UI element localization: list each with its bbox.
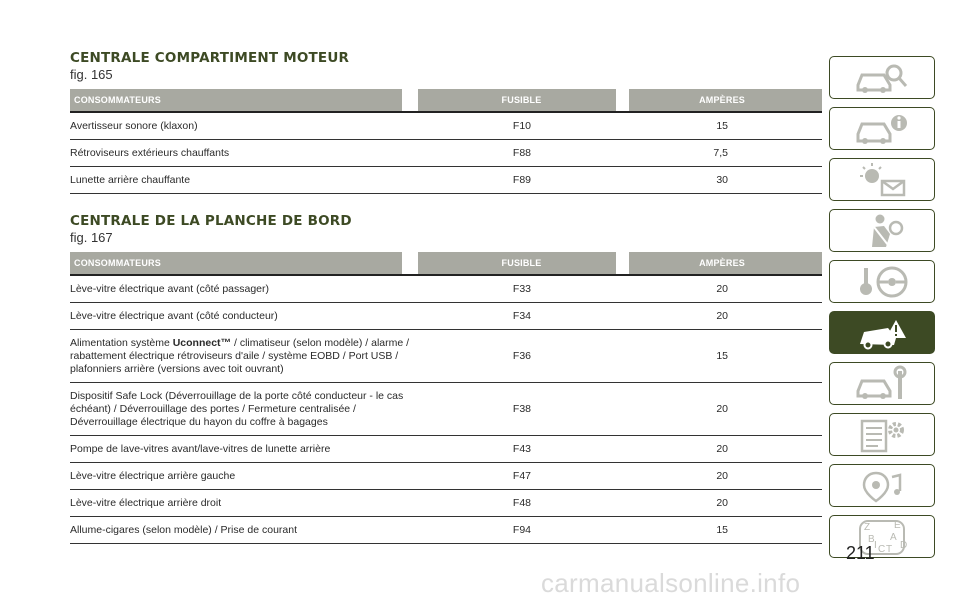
tab-car-search[interactable] <box>829 56 935 99</box>
tab-emergency[interactable] <box>829 311 935 354</box>
consumer-cell: Pompe de lave-vitres avant/lave-vitres de lunette arrière <box>70 442 331 455</box>
tab-maintenance[interactable] <box>829 362 935 405</box>
header-fuse: FUSIBLE <box>418 89 616 111</box>
amperes-cell: 15 <box>716 350 728 362</box>
amperes-cell: 7,5 <box>713 147 728 159</box>
tab-multimedia[interactable] <box>829 464 935 507</box>
consumer-cell: Allume-cigares (selon modèle) / Prise de courant <box>70 523 298 536</box>
table-row <box>70 383 822 436</box>
tab-car-info[interactable] <box>829 107 935 150</box>
table-header <box>70 252 822 274</box>
index-letter: A <box>890 531 897 543</box>
watermark: carmanualsonline.info <box>541 568 801 598</box>
table-row <box>70 167 822 194</box>
seatbelt-airbag-icon <box>850 212 914 250</box>
consumer-cell: Lève-vitre électrique arrière droit <box>70 496 222 509</box>
header-amperes: AMPÈRES <box>629 252 822 274</box>
index-letter: C <box>878 543 886 555</box>
table-row <box>70 276 822 303</box>
fuse-cell: F94 <box>512 524 531 536</box>
amperes-cell: 15 <box>716 120 728 132</box>
fuse-cell: F33 <box>512 283 531 295</box>
specifications-gear-icon <box>850 416 914 454</box>
header-consumers: CONSOMMATEURS <box>70 89 402 111</box>
consumer-cell: Lunette arrière chauffante <box>70 173 191 186</box>
consumer-text: / climatiseur (selon modèle) / alarme / rabattement électrique rétroviseurs d'aile / système EOBD / Port USB / plafonniers arrière (versions avec toit ouvrant) <box>70 336 410 375</box>
fuse-cell: F34 <box>512 310 531 322</box>
fuse-cell: F10 <box>512 120 531 132</box>
header-amperes: AMPÈRES <box>629 89 822 111</box>
consumer-cell <box>70 337 412 376</box>
index-letter: D <box>900 539 908 551</box>
main-content <box>70 50 822 544</box>
table-row <box>70 517 822 544</box>
index-letter: T <box>886 543 893 555</box>
warning-lights-message-icon <box>850 161 914 199</box>
section-title-engine: CENTRALE COMPARTIMENT MOTEUR <box>70 50 350 66</box>
table-row <box>70 330 822 383</box>
fuse-cell: F48 <box>512 497 531 509</box>
amperes-cell: 20 <box>716 403 728 415</box>
consumer-cell: Lève-vitre électrique arrière gauche <box>70 469 236 482</box>
fuse-cell: F43 <box>512 443 531 455</box>
key-steering-wheel-icon <box>850 263 914 301</box>
table-row <box>70 490 822 517</box>
index-letter: I <box>874 539 877 551</box>
chapter-tabs <box>829 56 935 566</box>
tab-specifications[interactable] <box>829 413 935 456</box>
tab-safety[interactable] <box>829 209 935 252</box>
index-letter: Z <box>864 521 871 533</box>
dashboard-section <box>70 213 822 544</box>
fuse-cell: F36 <box>512 350 531 362</box>
figure-reference: fig. 167 <box>70 230 113 245</box>
table-row <box>70 463 822 490</box>
index-letter: B <box>868 533 875 545</box>
amperes-cell: 20 <box>716 470 728 482</box>
consumer-cell: Avertisseur sonore (klaxon) <box>70 119 198 132</box>
fuse-cell: F88 <box>512 147 531 159</box>
fuse-cell: F89 <box>512 174 531 186</box>
page-number: 211 <box>846 543 875 563</box>
uconnect-brand: Uconnect™ <box>172 336 232 349</box>
tab-warning-lights[interactable] <box>829 158 935 201</box>
consumer-text: Alimentation système <box>70 336 173 349</box>
table-row <box>70 113 822 140</box>
consumer-cell: Lève-vitre électrique avant (côté conducteur) <box>70 309 278 322</box>
amperes-cell: 30 <box>716 174 728 186</box>
amperes-cell: 20 <box>716 310 728 322</box>
multimedia-icon <box>850 467 914 505</box>
fuse-cell: F47 <box>512 470 531 482</box>
amperes-cell: 15 <box>716 524 728 536</box>
amperes-cell: 20 <box>716 283 728 295</box>
table-row <box>70 436 822 463</box>
figure-reference: fig. 165 <box>70 67 113 82</box>
consumer-cell: Rétroviseurs extérieurs chauffants <box>70 146 230 159</box>
header-consumers: CONSOMMATEURS <box>70 252 402 274</box>
table-header <box>70 89 822 111</box>
car-info-icon <box>850 110 914 148</box>
car-search-icon <box>850 59 914 97</box>
table-row <box>70 303 822 330</box>
index-letter: E <box>894 519 901 531</box>
consumer-cell: Dispositif Safe Lock (Déverrouillage de la porte côté conducteur - le cas échéant) / Déverrouillage des portes / Fermeture centralisée / Déverrouillage électrique du hayon du coffre à bagages <box>70 389 404 428</box>
car-service-icon <box>850 365 914 403</box>
amperes-cell: 20 <box>716 443 728 455</box>
car-emergency-icon <box>850 314 914 352</box>
consumer-cell: Lève-vitre électrique avant (côté passager) <box>70 282 270 295</box>
header-fuse: FUSIBLE <box>418 252 616 274</box>
amperes-cell: 20 <box>716 497 728 509</box>
tab-index[interactable] <box>829 515 935 558</box>
table-row <box>70 140 822 167</box>
fuse-cell: F38 <box>512 403 531 415</box>
tab-starting-driving[interactable] <box>829 260 935 303</box>
section-title-dashboard: CENTRALE DE LA PLANCHE DE BORD <box>70 213 352 229</box>
